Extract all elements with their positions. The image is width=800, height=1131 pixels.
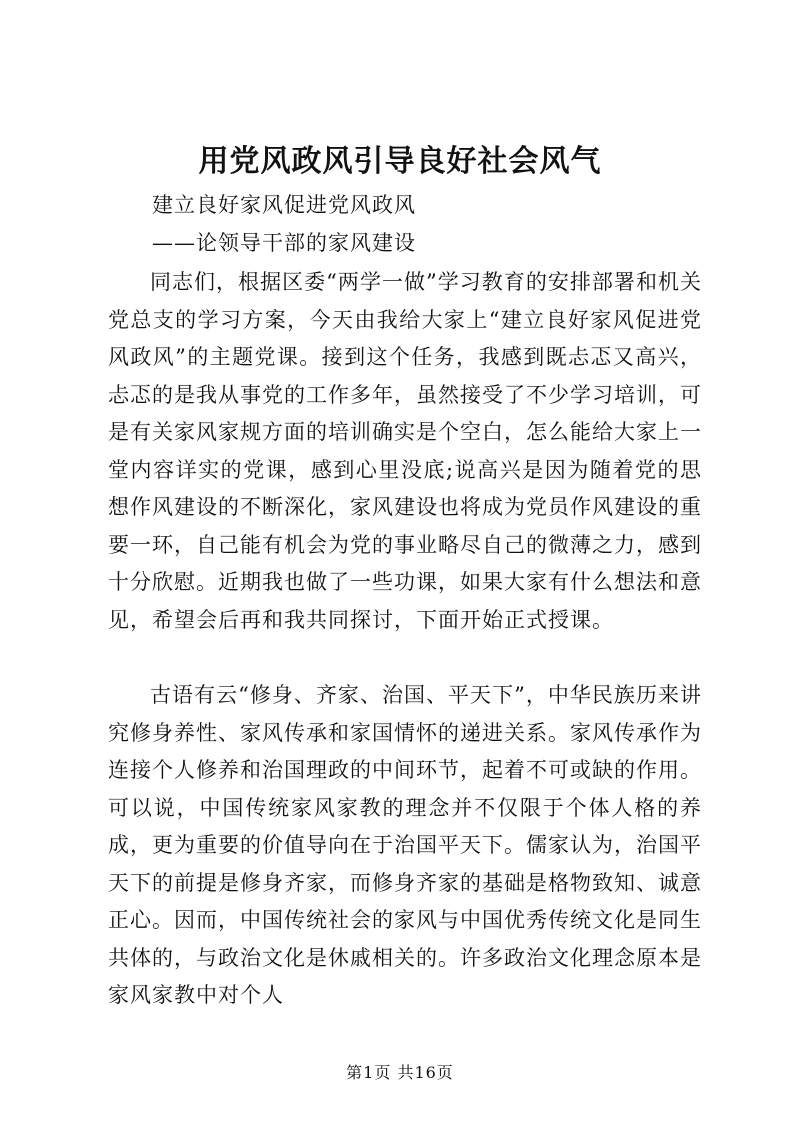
body-paragraph-1-container — [108, 264, 702, 639]
body-paragraph: 古语有云“修身、齐家、治国、平天下”，中华民族历来讲究修身养性、家风传承和家国情怀的递进关系。家风传承作为连接个人修养和治国理政的中间环节，起着不可或缺的作用。可以说，中国传统家风家教的理念并不仅限于个体人格的养成，更为重要的价值导向在于治国平天下。儒家认为，治国平天下的前提是修身齐家，而修身齐家的基础是格物致知、诚意正心。因而，中国传统社会的家风与中国优秀传统文化是同生共体的，与政治文化是休戚相关的。许多政治文化理念原本是家风家教中对个人 — [108, 683, 702, 1007]
body-paragraph: 同志们，根据区委“两学一做”学习教育的安排部署和机关党总支的学习方案，今天由我给大家上“建立良好家风促进党风政风”的主题党课。接到这个任务，我感到既忐忑又高兴，忐忑的是我从事党的工作多年，虽然接受了不少学习培训，可是有关家风家规方面的培训确实是个空白，怎么能给大家上一堂内容详实的党课，感到心里没底;说高兴是因为随着党的思想作风建设的不断深化，家风建设也将成为党员作风建设的重要一环，自己能有机会为党的事业略尽自己的微薄之力，感到十分欣慰。近期我也做了一些功课，如果大家有什么想法和意见，希望会后再和我共同探讨，下面开始正式授课。 — [108, 270, 702, 632]
page-footer: 第1页 共16页 — [346, 1063, 454, 1082]
document-subtitle: 建立良好家风促进党风政风 — [152, 193, 416, 217]
body-paragraph-2-container — [108, 677, 702, 1015]
document-title: 用党风政风引导良好社会风气 — [198, 144, 602, 179]
document-subtitle-secondary: ——论领导干部的家风建设 — [152, 231, 416, 255]
